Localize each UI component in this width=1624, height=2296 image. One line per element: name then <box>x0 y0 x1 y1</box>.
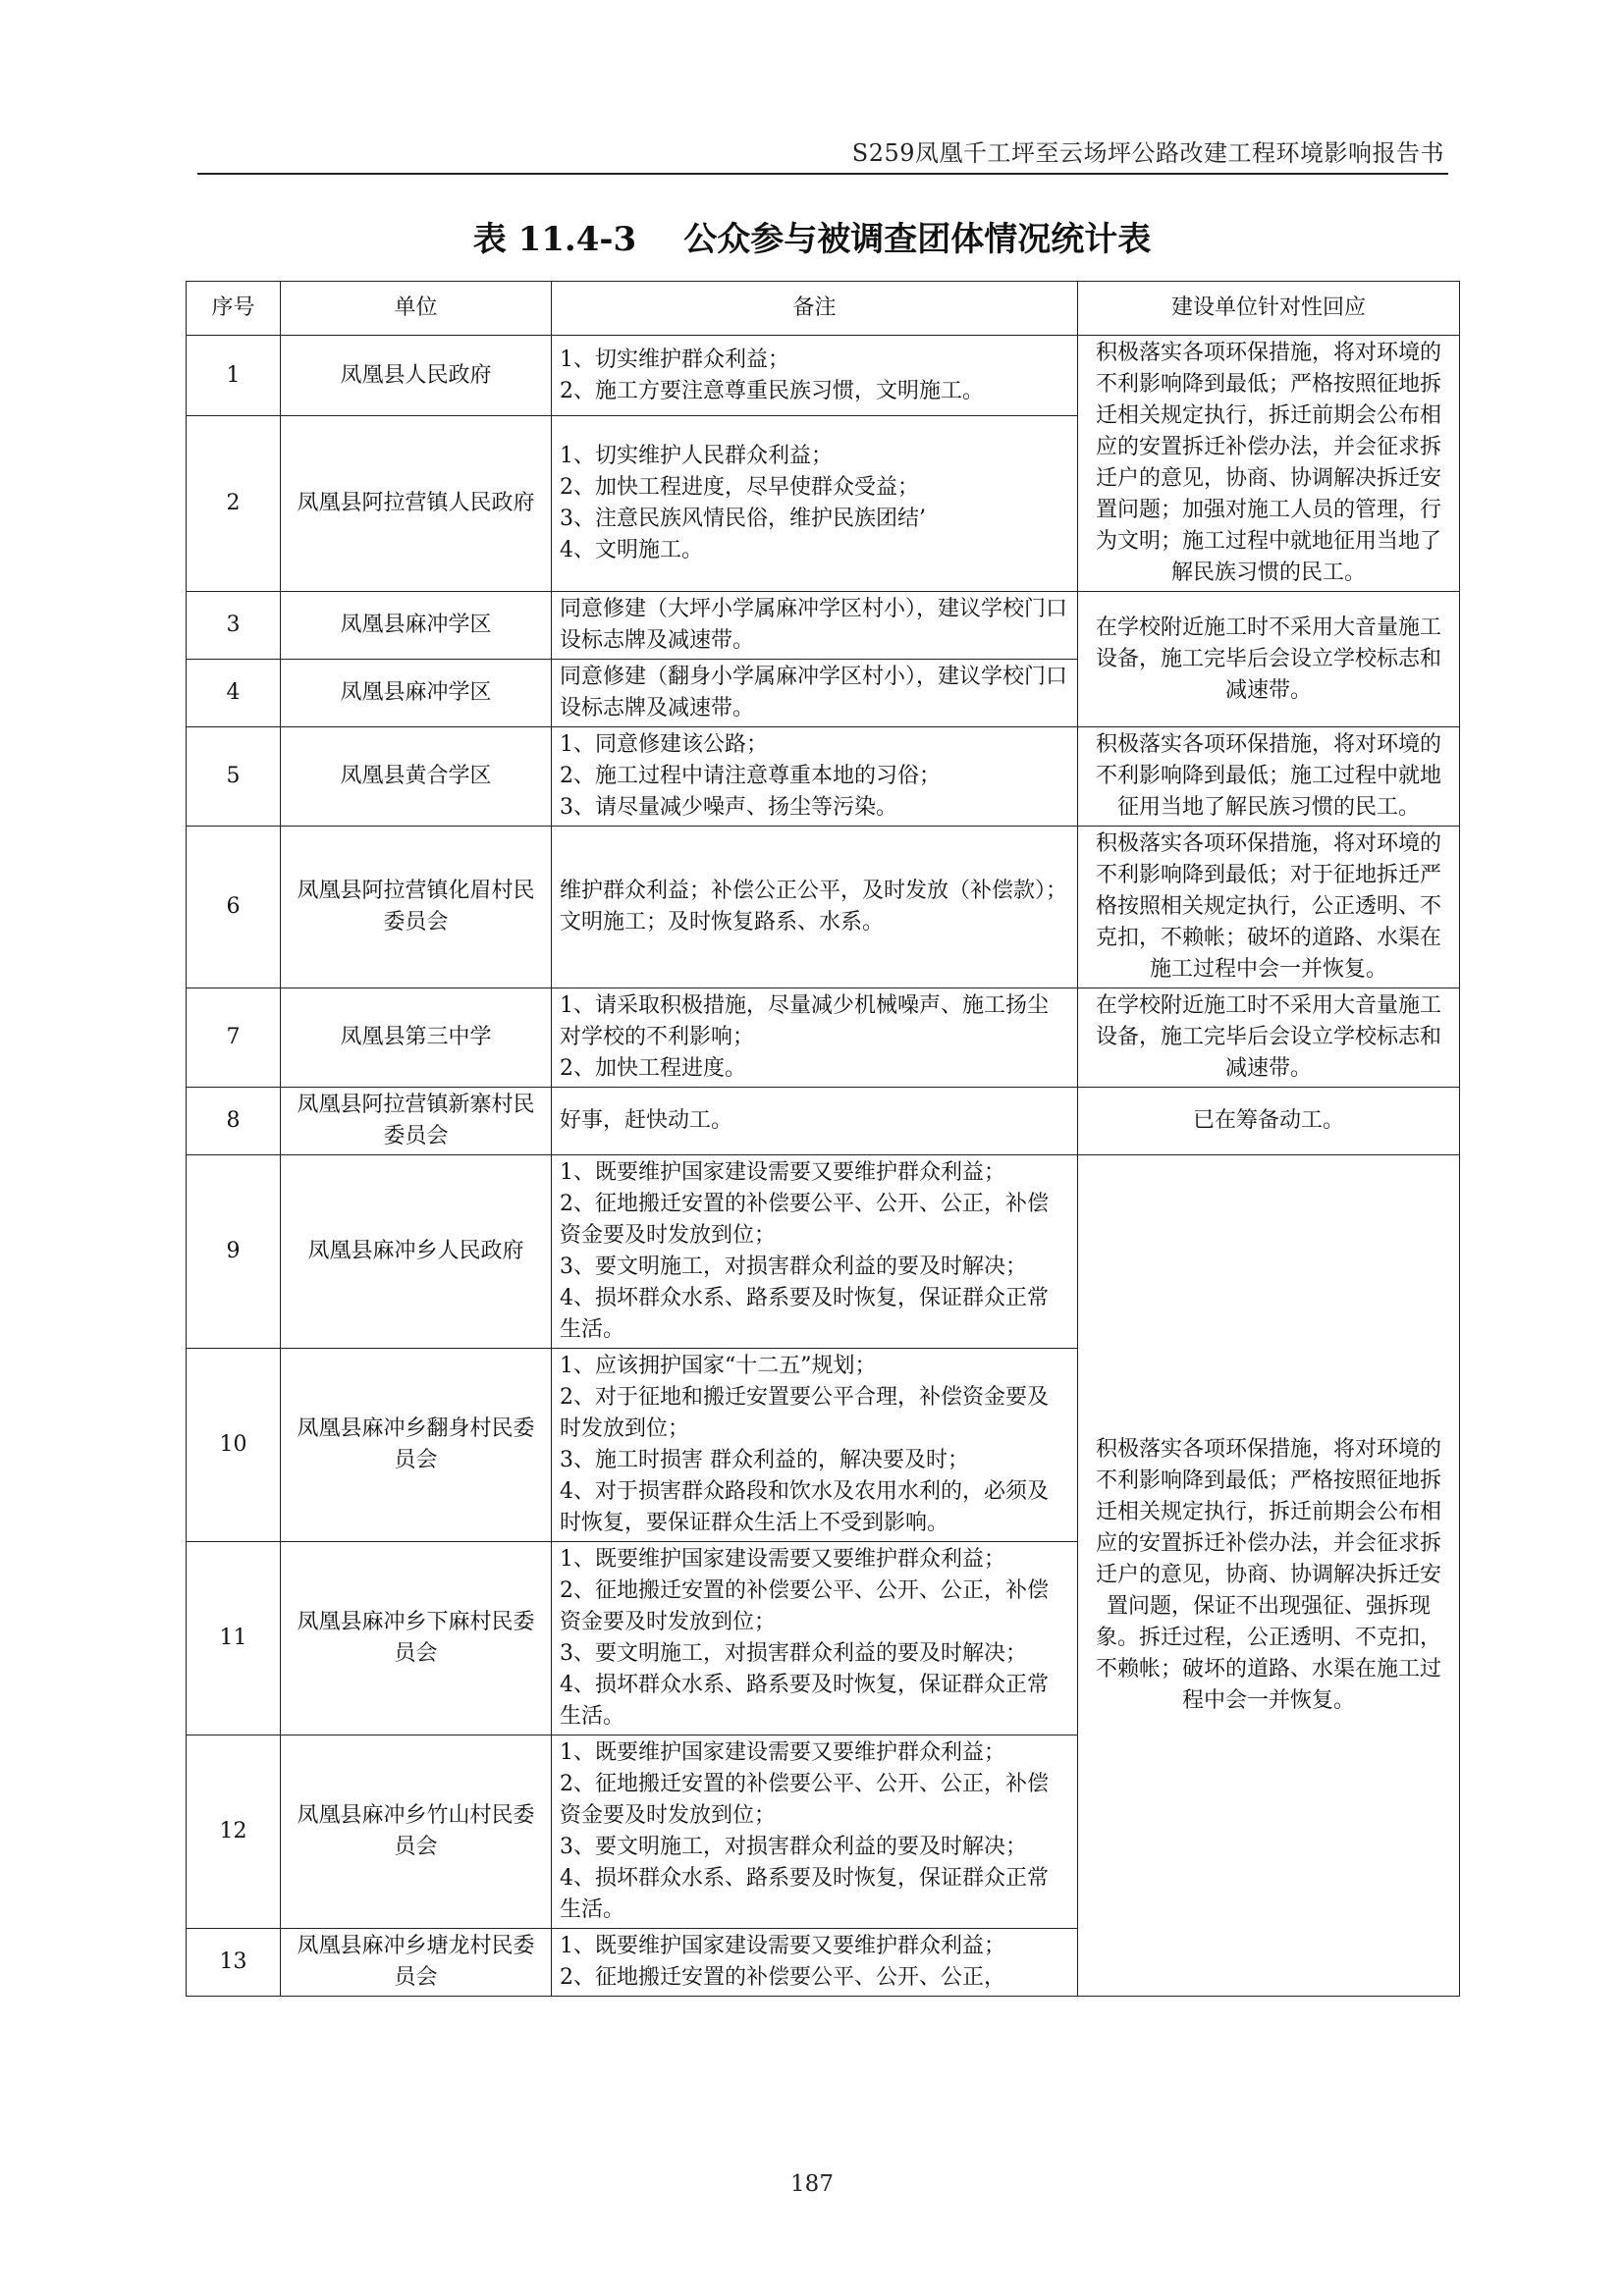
note-line: 1、既要维护国家建设需要又要维护群众利益； <box>560 1740 1005 1765</box>
cell-unit: 凤凰县麻冲乡人民政府 <box>281 1155 552 1349</box>
note-line: 维护群众利益；补偿公正公平，及时发放（补偿款）；文明施工；及时恢复路系、水系。 <box>560 879 1068 934</box>
table-title <box>0 212 1624 260</box>
cell-seq: 2 <box>187 416 281 592</box>
note-line: 2、征地搬迁安置的补偿要公平、公开、公正， <box>560 1965 1005 1990</box>
note-line: 2、对于征地和搬迁安置要公平合理，补偿资金要及时发放到位； <box>560 1385 1049 1441</box>
table-body <box>187 336 1460 1997</box>
note-line: 3、要文明施工，对损害群众利益的要及时解决； <box>560 1641 1027 1666</box>
cell-unit: 凤凰县麻冲乡翻身村民委员会 <box>281 1349 552 1542</box>
cell-note <box>552 988 1078 1088</box>
cell-response: 在学校附近施工时不采用大音量施工设备，施工完毕后会设立学校标志和减速带。 <box>1078 592 1460 727</box>
note-line: 4、损坏群众水系、路系要及时恢复，保证群众正常生活。 <box>560 1673 1049 1729</box>
cell-note <box>552 1542 1078 1735</box>
cell-seq: 4 <box>187 660 281 727</box>
cell-seq: 6 <box>187 827 281 988</box>
col-header-seq: 序号 <box>187 282 281 336</box>
cell-unit: 凤凰县阿拉营镇人民政府 <box>281 416 552 592</box>
cell-response: 积极落实各项环保措施，将对环境的不利影响降到最低；对于征地拆迁严格按照相关规定执行，公正透明、不克扣，不赖帐；破坏的道路、水渠在施工过程中会一并恢复。 <box>1078 827 1460 988</box>
note-line: 2、加快工程进度，尽早使群众受益； <box>560 475 919 501</box>
note-line: 3、要文明施工，对损害群众利益的要及时解决； <box>560 1255 1027 1279</box>
cell-note <box>552 1929 1078 1997</box>
cell-unit: 凤凰县第三中学 <box>281 988 552 1088</box>
cell-unit: 凤凰县人民政府 <box>281 336 552 416</box>
note-line: 4、损坏群众水系、路系要及时恢复，保证群众正常生活。 <box>560 1286 1049 1342</box>
note-line: 1、既要维护国家建设需要又要维护群众利益； <box>560 1934 1005 1958</box>
cell-response: 在学校附近施工时不采用大音量施工设备，施工完毕后会设立学校标志和减速带。 <box>1078 988 1460 1088</box>
table-row <box>187 1155 1460 1349</box>
cell-seq: 1 <box>187 336 281 416</box>
table-row <box>187 988 1460 1088</box>
page-number: 187 <box>790 2171 834 2197</box>
col-header-response: 建设单位针对性回应 <box>1078 282 1460 336</box>
table-row <box>187 336 1460 416</box>
cell-unit: 凤凰县阿拉营镇新寨村民委员会 <box>281 1088 552 1155</box>
cell-response: 积极落实各项环保措施，将对环境的不利影响降到最低；严格按照征地拆迁相关规定执行，拆迁前期会公布相应的安置拆迁补偿办法，并会征求拆迁户的意见，协商、协调解决拆迁安置问题；加强对施工人员的管理，行为文明；施工过程中就地征用当地了解民族习惯的民工。 <box>1078 336 1460 592</box>
note-line: 同意修建（翻身小学属麻冲学区村小），建议学校门口设标志牌及减速带。 <box>560 665 1068 721</box>
running-header: S259凤凰千工坪至云场坪公路改建工程环境影响报告书 <box>851 139 1444 167</box>
note-line: 1、既要维护国家建设需要又要维护群众利益； <box>560 1160 1005 1185</box>
col-header-unit: 单位 <box>281 282 552 336</box>
note-line: 1、应该拥护国家“十二五”规划； <box>560 1354 877 1378</box>
cell-response: 已在筹备动工。 <box>1078 1088 1460 1155</box>
cell-unit: 凤凰县麻冲乡塘龙村民委员会 <box>281 1929 552 1997</box>
cell-note <box>552 727 1078 827</box>
table-number: 表 11.4-3 <box>472 220 637 259</box>
table-title-text: 公众参与被调查团体情况统计表 <box>683 220 1152 259</box>
header-rule <box>197 173 1448 175</box>
cell-seq: 9 <box>187 1155 281 1349</box>
cell-note <box>552 416 1078 592</box>
cell-seq: 10 <box>187 1349 281 1542</box>
cell-note <box>552 1088 1078 1155</box>
note-line: 好事，赶快动工。 <box>560 1108 733 1133</box>
cell-note <box>552 1349 1078 1542</box>
survey-table <box>186 281 1460 1997</box>
col-header-note: 备注 <box>552 282 1078 336</box>
note-line: 1、切实维护人民群众利益； <box>560 444 833 469</box>
note-line: 2、征地搬迁安置的补偿要公平、公开、公正，补偿资金要及时发放到位； <box>560 1578 1049 1634</box>
cell-seq: 3 <box>187 592 281 660</box>
cell-note <box>552 660 1078 727</box>
cell-seq: 8 <box>187 1088 281 1155</box>
cell-note <box>552 827 1078 988</box>
note-line: 4、损坏群众水系、路系要及时恢复，保证群众正常生活。 <box>560 1866 1049 1922</box>
table-row <box>187 1088 1460 1155</box>
note-line: 4、对于损害群众路段和饮水及农用水利的，必须及时恢复，要保证群众生活上不受到影响。 <box>560 1479 1049 1535</box>
cell-unit: 凤凰县麻冲学区 <box>281 660 552 727</box>
cell-unit: 凤凰县麻冲乡下麻村民委员会 <box>281 1542 552 1735</box>
note-line: 3、施工时损害 群众利益的，解决要及时； <box>560 1448 969 1472</box>
note-line: 同意修建（大坪小学属麻冲学区村小），建议学校门口设标志牌及减速带。 <box>560 597 1068 653</box>
note-line: 1、请采取积极措施，尽量减少机械噪声、施工扬尘对学校的不利影响； <box>560 993 1049 1049</box>
table-row <box>187 827 1460 988</box>
cell-seq: 12 <box>187 1735 281 1929</box>
cell-unit: 凤凰县阿拉营镇化眉村民委员会 <box>281 827 552 988</box>
cell-note <box>552 1155 1078 1349</box>
note-line: 1、既要维护国家建设需要又要维护群众利益； <box>560 1547 1005 1572</box>
note-line: 2、加快工程进度。 <box>560 1056 746 1081</box>
note-line: 2、征地搬迁安置的补偿要公平、公开、公正，补偿资金要及时发放到位； <box>560 1772 1049 1828</box>
cell-seq: 7 <box>187 988 281 1088</box>
cell-note <box>552 336 1078 416</box>
note-line: 3、注意民族风情民俗，维护民族团结’ <box>560 507 926 532</box>
table-row <box>187 592 1460 660</box>
cell-seq: 13 <box>187 1929 281 1997</box>
cell-unit: 凤凰县黄合学区 <box>281 727 552 827</box>
note-line: 3、请尽量减少噪声、扬尘等污染。 <box>560 795 897 820</box>
cell-unit: 凤凰县麻冲学区 <box>281 592 552 660</box>
note-line: 1、同意修建该公路； <box>560 732 768 757</box>
note-line: 4、文明施工。 <box>560 538 703 563</box>
cell-response: 积极落实各项环保措施，将对环境的不利影响降到最低；严格按照征地拆迁相关规定执行，拆迁前期会公布相应的安置拆迁补偿办法，并会征求拆迁户的意见，协商、协调解决拆迁安置问题，保证不出现强征、强拆现象。拆迁过程，公正透明、不克扣，不赖帐；破坏的道路、水渠在施工过程中会一并恢复。 <box>1078 1155 1460 1997</box>
cell-note <box>552 1735 1078 1929</box>
cell-note <box>552 592 1078 660</box>
cell-unit: 凤凰县麻冲乡竹山村民委员会 <box>281 1735 552 1929</box>
cell-response: 积极落实各项环保措施，将对环境的不利影响降到最低；施工过程中就地征用当地了解民族习惯的民工。 <box>1078 727 1460 827</box>
note-line: 1、切实维护群众利益； <box>560 347 789 372</box>
table-row <box>187 727 1460 827</box>
note-line: 2、施工方要注意尊重民族习惯，文明施工。 <box>560 378 984 403</box>
cell-seq: 5 <box>187 727 281 827</box>
note-line: 3、要文明施工，对损害群众利益的要及时解决； <box>560 1835 1027 1859</box>
table-header-row <box>187 282 1460 336</box>
note-line: 2、施工过程中请注意尊重本地的习俗； <box>560 764 941 788</box>
note-line: 2、征地搬迁安置的补偿要公平、公开、公正，补偿资金要及时发放到位； <box>560 1192 1049 1248</box>
cell-seq: 11 <box>187 1542 281 1735</box>
